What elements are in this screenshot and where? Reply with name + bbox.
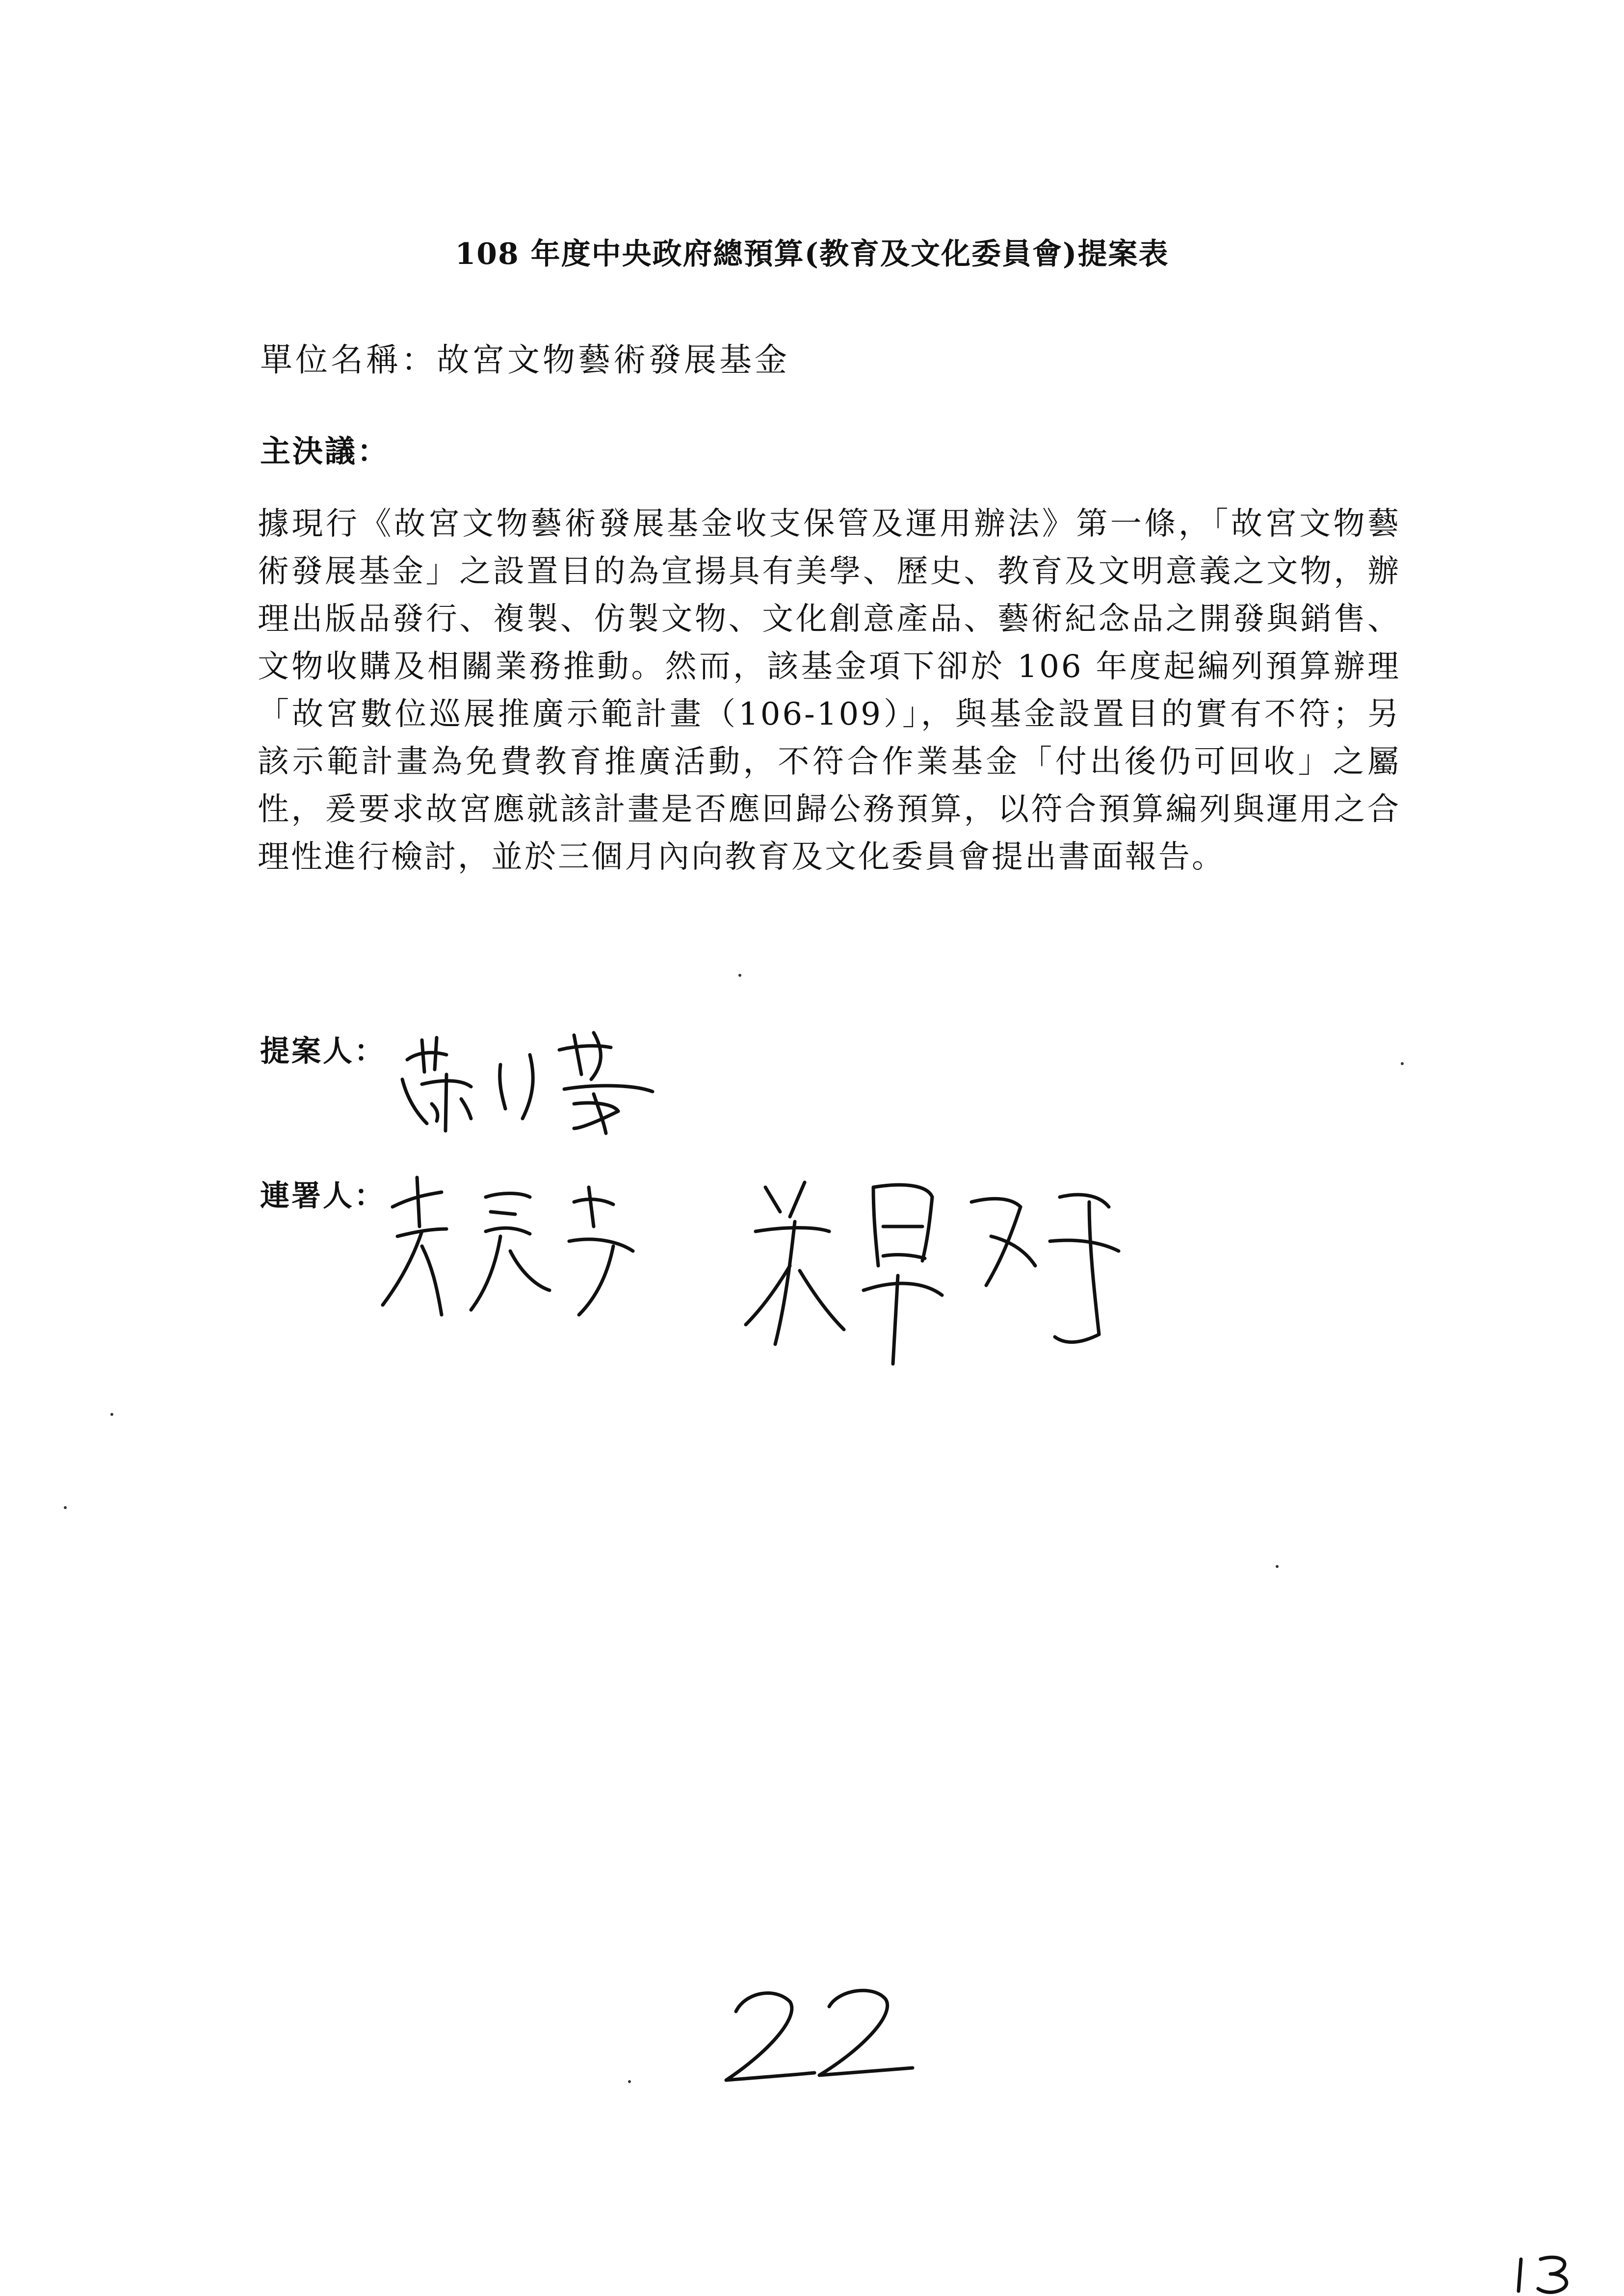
scan-speck <box>1276 1565 1279 1568</box>
proposal-title: 108 年度中央政府總預算(教育及文化委員會)提案表 <box>455 237 1169 271</box>
cosigner-signature-1 <box>373 1168 677 1330</box>
resolution-label: 主決議： <box>260 433 390 469</box>
scan-speck <box>110 1413 113 1416</box>
unit-name: 單位名稱：故宮文物藝術發展基金 <box>260 341 790 379</box>
proposer-signature <box>388 1006 702 1143</box>
proposer-label: 提案人： <box>260 1034 386 1069</box>
resolution-body: 據現行《故宮文物藝術發展基金收支保管及運用辦法》第一條，「故宮文物藝術發展基金」之設置目的為宣揚具有美學、歷史、教育及文明意義之文物，辦理出版品發行、複製、仿製文物、文化創意產品、藝術紀念品之開發與銷售、文物收購及相關業務推動。然而，該基金項下卻於 106 年度起編列預算辦理「故宮數位巡展推廣示範計畫（106-109）」，與基金設置目的實有不符；另該示範計畫為免費教育推廣活動，不符合作業基金「付出後仍可回收」之屬性，爰要求故宮應就該計畫是否應回歸公務預算，以符合預算編列與運用之合理性進行檢討，並於三個月內向教育及文化委員會提出書面報告。 <box>258 506 1401 875</box>
cosigner-label: 連署人： <box>260 1179 386 1213</box>
handwritten-page-number <box>716 1977 922 2095</box>
scan-speck <box>738 974 741 977</box>
corner-number <box>1511 2252 1599 2296</box>
scan-speck <box>628 2080 631 2083</box>
scan-speck <box>64 1506 67 1509</box>
cosigner-signature-2 <box>736 1168 1138 1379</box>
scan-speck <box>1401 1062 1404 1065</box>
